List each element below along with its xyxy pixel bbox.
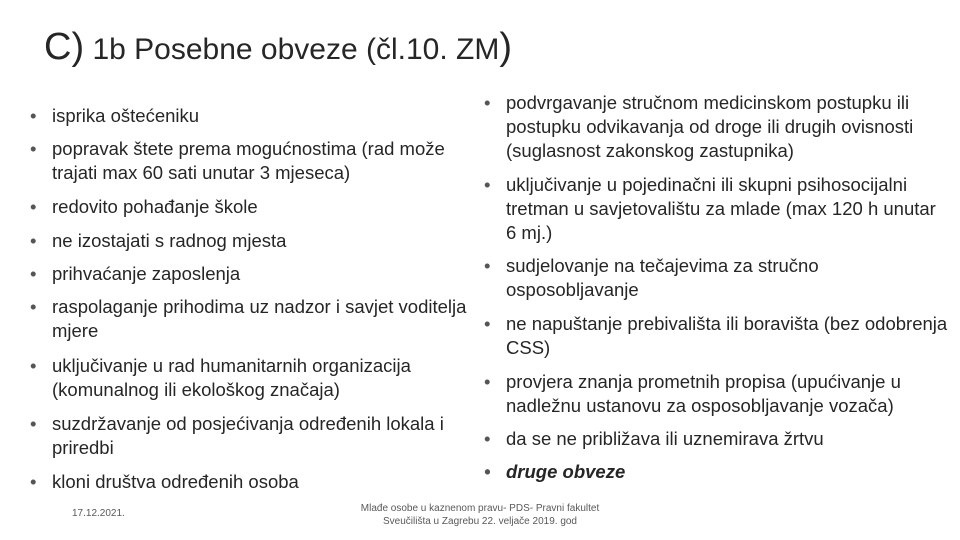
list-item: • podvrgavanje stručnom medicinskom postupku ili postupku odvikavanja od droge ili drugih ovisnosti (suglasnost zakonskog zastupnika) bbox=[482, 91, 951, 163]
list-item: • uključivanje u pojedinačni ili skupni psihosocijalni tretman u savjetovalištu za mlade (max 120 h unutar 6 mj.) bbox=[482, 173, 951, 245]
footer-line: Mlađe osobe u kaznenom pravu- PDS- Pravni fakultet bbox=[360, 503, 600, 514]
list-item: • da se ne približava ili uznemirava žrtvu bbox=[482, 427, 951, 451]
list-item: • ne napuštanje prebivališta ili boravišta (bez odobrenja CSS) bbox=[482, 312, 951, 360]
footer-text bbox=[330, 502, 630, 528]
list-item: • uključivanje u rad humanitarnih organizacija (komunalnog ili ekološkog značaja) bbox=[28, 354, 482, 402]
list-item: • ne izostajati s radnog mjesta bbox=[28, 229, 482, 253]
list-item: • kloni društva određenih osoba bbox=[28, 470, 482, 494]
list-item: • isprika oštećeniku bbox=[28, 104, 482, 128]
list-item: • provjera znanja prometnih propisa (upućivanje u nadležnu ustanovu za osposobljavanje vozača) bbox=[482, 370, 951, 418]
footer-line: Sveučilišta u Zagrebu 22. veljače 2019. god bbox=[382, 516, 577, 527]
list-item: • popravak štete prema mogućnostima (rad može trajati max 60 sati unutar 3 mjeseca) bbox=[28, 137, 482, 185]
title-prefix: C) bbox=[44, 26, 85, 68]
list-item: • raspolaganje prihodima uz nadzor i savjet voditelja mjere bbox=[28, 295, 482, 343]
list-item: • redovito pohađanje škole bbox=[28, 195, 482, 219]
list-item: • druge obveze bbox=[482, 460, 951, 484]
list-item: • sudjelovanje na tečajevima za stručno osposobljavanje bbox=[482, 254, 951, 302]
title-suffix: ) bbox=[499, 26, 512, 68]
slide-title bbox=[44, 26, 924, 69]
title-main: 1b Posebne obveze (čl.10. ZM bbox=[92, 33, 500, 66]
list-item: • suzdržavanje od posjećivanja određenih lokala i priredbi bbox=[28, 412, 482, 460]
footer-date: 17.12.2021. bbox=[72, 508, 125, 519]
list-item: • prihvaćanje zaposlenja bbox=[28, 262, 482, 286]
